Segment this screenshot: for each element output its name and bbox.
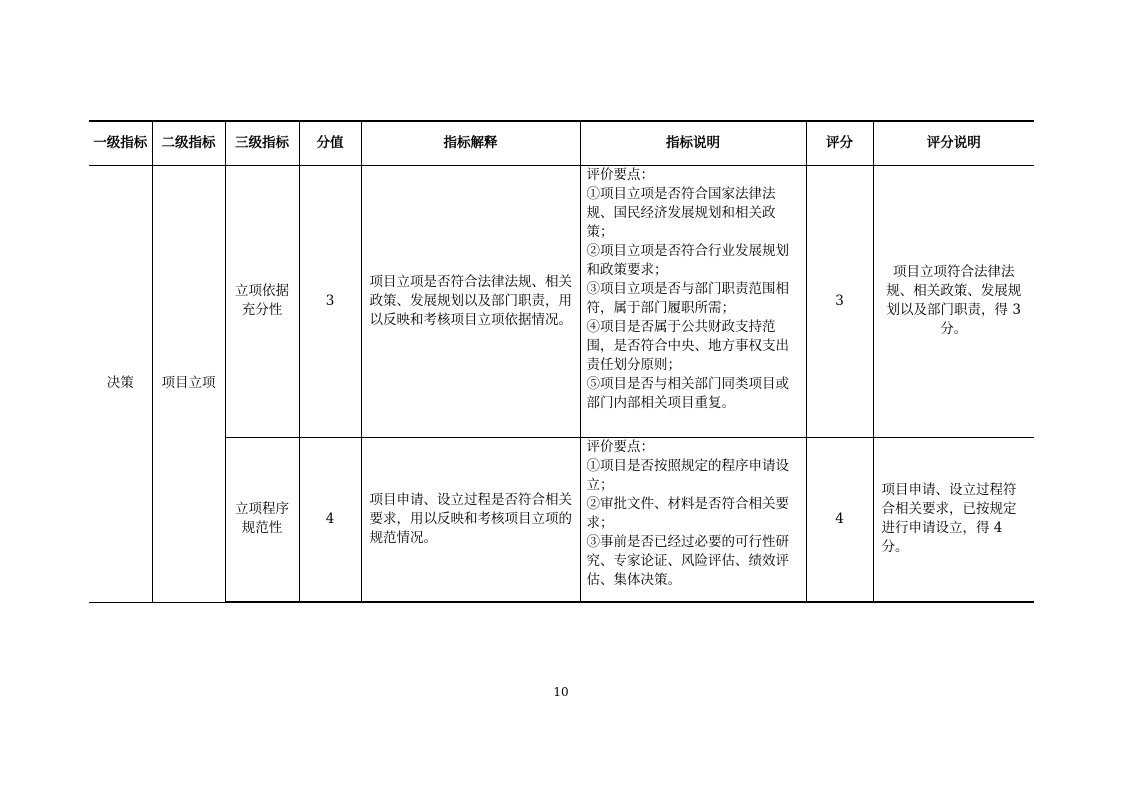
level3-cell: 立项程序规范性 bbox=[225, 437, 299, 602]
score-value-cell: 3 bbox=[299, 165, 361, 437]
description-line: 评价要点： bbox=[586, 438, 654, 455]
level2-cell: 项目立项 bbox=[152, 165, 225, 602]
evaluation-table bbox=[89, 120, 1034, 603]
header-level2: 二级指标 bbox=[152, 121, 225, 165]
score-note-cell: 项目立项符合法律法规、相关政策、发展规划以及部门职责，得 3 分。 bbox=[873, 165, 1034, 437]
description-line: ⑤项目是否与相关部门同类项目或部门内部相关项目重复。 bbox=[586, 375, 789, 411]
description-line: ④项目是否属于公共财政支持范围，是否符合中央、地方事权支出责任划分原则； bbox=[586, 318, 789, 373]
page-number: 10 bbox=[553, 685, 569, 699]
explanation-cell: 项目申请、设立过程是否符合相关要求，用以反映和考核项目立项的规范情况。 bbox=[361, 437, 580, 602]
table-row bbox=[89, 437, 1034, 602]
score-note-cell: 项目申请、设立过程符合相关要求，已按规定进行申请设立，得 4 分。 bbox=[873, 437, 1034, 602]
score-value-cell: 4 bbox=[299, 437, 361, 602]
table-row bbox=[89, 165, 1034, 437]
description-cell bbox=[580, 165, 806, 437]
description-line: ②审批文件、材料是否符合相关要求； bbox=[586, 495, 789, 531]
explanation-cell: 项目立项是否符合法律法规、相关政策、发展规划以及部门职责，用以反映和考核项目立项依据情况。 bbox=[361, 165, 580, 437]
description-line: ②项目立项是否符合行业发展规划和政策要求； bbox=[586, 242, 789, 278]
header-explanation: 指标解释 bbox=[361, 121, 580, 165]
description-line: ①项目立项是否符合国家法律法规、国民经济发展规划和相关政策； bbox=[586, 185, 776, 240]
header-description: 指标说明 bbox=[580, 121, 806, 165]
description-line: ③项目立项是否与部门职责范围相符，属于部门履职所需； bbox=[586, 280, 789, 316]
description-line: 评价要点： bbox=[586, 166, 654, 183]
description-line: ①项目是否按照规定的程序申请设立； bbox=[586, 457, 789, 493]
header-score-value: 分值 bbox=[299, 121, 361, 165]
table-header-row bbox=[89, 121, 1034, 165]
score-cell: 4 bbox=[806, 437, 873, 602]
level1-cell: 决策 bbox=[89, 165, 152, 602]
header-level3: 三级指标 bbox=[225, 121, 299, 165]
header-score: 评分 bbox=[806, 121, 873, 165]
description-cell bbox=[580, 437, 806, 602]
header-score-note: 评分说明 bbox=[873, 121, 1034, 165]
level3-cell: 立项依据充分性 bbox=[225, 165, 299, 437]
description-line: ③事前是否已经过必要的可行性研究、专家论证、风险评估、绩效评估、集体决策。 bbox=[586, 533, 789, 588]
header-level1: 一级指标 bbox=[89, 121, 152, 165]
score-cell: 3 bbox=[806, 165, 873, 437]
